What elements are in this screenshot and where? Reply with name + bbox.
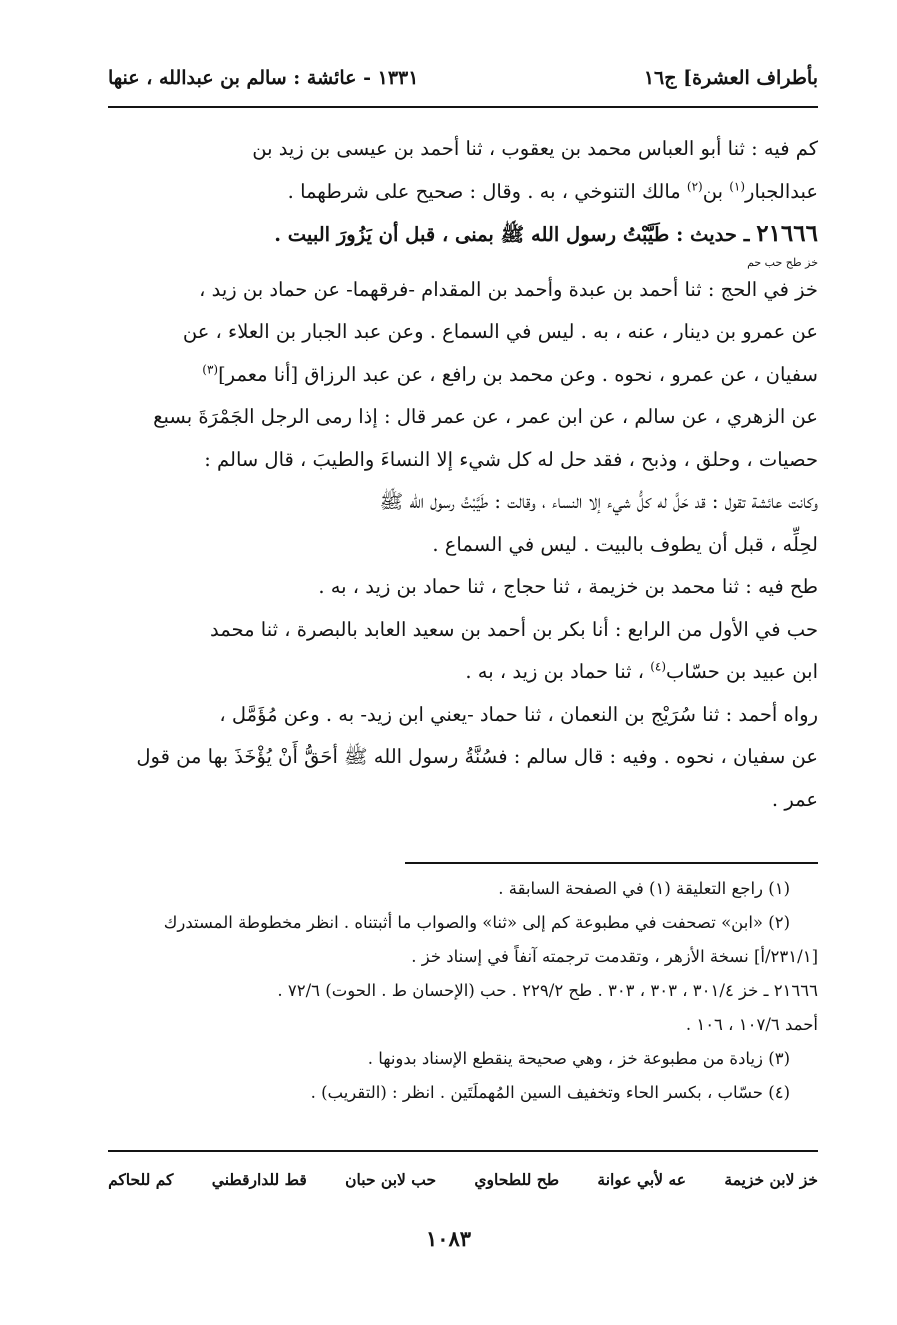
page-number: ١٠٨٣ [425, 1226, 472, 1251]
header-chapter-title: ١٣٣١ - عائشة : سالم بن عبدالله ، عنها [108, 67, 419, 89]
text-line: عبدالجبار [745, 179, 818, 203]
text-line: عن الزهري ، عن سالم ، عن ابن عمر ، عن عمر قال : إذا رمى الرجل الجَمْرَةَ بسبع [153, 405, 818, 428]
footnote-marker[interactable]: (٤) [650, 659, 667, 674]
text-line: حب في الأول من الرابع : أنا بكر بن أحمد بن سعيد العابد بالبصرة ، ثنا محمد [210, 617, 818, 641]
footnote-1: (١) راجع التعليقة (١) في الصفحة السابقة . [498, 879, 790, 898]
header-book-title: بأطراف العشرة] ج١٦ [643, 67, 818, 89]
text-line: وكانت عائشة تقول : قد حَلَّ له كلُّ شيء إلا النساء ، وقالت : طَيَّبْتُ رسول الله ﷺ [379, 490, 818, 513]
footnote-4: (٤) حسّاب ، بكسر الحاء وتخفيف السين المُهملَتَين . انظر : (التقريب) . [310, 1083, 790, 1102]
main-text [108, 128, 818, 821]
text-line: ، ثنا حماد بن زيد ، به . [465, 660, 651, 683]
text-line: عن عمرو بن دينار ، عنه ، به . ليس في السماع . وعن عبد الجبار بن العلاء ، عن [182, 320, 818, 343]
hadith-number: ٢١٦٦٦ [756, 220, 818, 247]
abbrev-item: خز لابن خزيمة [724, 1169, 818, 1189]
text-line: عمر . [771, 787, 818, 811]
footnote-3: (٣) زيادة من مطبوعة خز ، وهي صحيحة ينقطع الإسناد بدونها . [367, 1049, 790, 1068]
abbrev-item: حب لابن حبان [345, 1169, 437, 1189]
bottom-rule [108, 1150, 818, 1152]
hadith-title: ـ حديث : طَيَّبْتُ رسول الله ﷺ بمنى ، قبل أن يَزُورَ البيت . [274, 223, 757, 246]
running-header [108, 60, 818, 96]
reference-list: ٢١٦٦٦ ـ خز ٣٠١/٤ ، ٣٠٣ ، ٣٠٣ . طح ٢٢٩/٢ . حب (الإحسان ط . الحوت) ٧٢/٦ . [277, 981, 818, 1000]
abbrev-item: طح للطحاوي [474, 1169, 560, 1189]
text-line: خز في الحج : ثنا أحمد بن عبدة وأحمد بن المقدام -فرقهما- عن حماد بن زيد ، [199, 277, 818, 301]
text-line: لحِلِّه ، قبل أن يطوف بالبيت . ليس في السماع . [432, 532, 818, 556]
footnote-marker[interactable]: (٣) [202, 362, 219, 376]
paragraph-kam [108, 128, 818, 213]
paragraph-ahmad [108, 694, 818, 822]
footnotes [108, 872, 818, 1110]
hadith-heading [108, 213, 818, 257]
sigla-line: خز طح حب حم [747, 255, 818, 269]
text-line: كم فيه : ثنا أبو العباس محمد بن يعقوب ، ثنا أحمد بن عيسى بن زيد بن [252, 137, 818, 160]
abbreviations-key [108, 1162, 818, 1196]
text-line: حصيات ، وحلق ، وذبح ، فقد حل له كل شيء إلا النساءَ والطيبَ ، قال سالم : [204, 447, 818, 471]
reference-list-cont: أحمد ١٠٧/٦ ، ١٠٦ . [685, 1015, 818, 1034]
text-line: مالك التنوخي ، به . وقال : صحيح على شرطهما . [287, 179, 687, 203]
footnote-marker[interactable]: (١) [729, 179, 746, 193]
abbrev-item: عه لأبي عوانة [597, 1169, 687, 1189]
header-rule [108, 106, 818, 108]
footnote-2: (٢) «ابن» تصحفت في مطبوعة كم إلى «ثنا» والصواب ما أثبتناه . انظر مخطوطة المستدرك [163, 913, 790, 932]
text-line: سفيان ، عن عمرو ، نحوه . وعن محمد بن رافع ، عن عبد الرزاق [أنا معمر] [218, 362, 818, 386]
footnote-rule [405, 862, 818, 864]
paragraph-khuz [108, 269, 818, 567]
footnote-2-cont: [٢٣١/١/أ] نسخة الأزهر ، وتقدمت ترجمته آنفاً في إسناد خز . [411, 947, 818, 966]
text-line: رواه أحمد : ثنا سُرَيْج بن النعمان ، ثنا حماد -يعني ابن زيد- به . وعن مُؤَمَّل ، [219, 702, 818, 726]
paragraph-tah: طح فيه : ثنا محمد بن خزيمة ، ثنا حجاج ، ثنا حماد بن زيد ، به . [318, 575, 818, 598]
text-line: ابن عبيد بن حسّاب [666, 660, 818, 683]
text-line: بن [702, 179, 730, 203]
footnote-marker[interactable]: (٢) [686, 179, 703, 193]
abbrev-item: قط للدارقطني [211, 1169, 307, 1189]
paragraph-hib [108, 609, 818, 694]
text-line: عن سفيان ، نحوه . وفيه : قال سالم : فسُنَّةُ رسول الله ﷺ أحَقُّ أَنْ يُؤْخَذَ بها من قول [136, 745, 818, 768]
abbrev-item: كم للحاكم [108, 1169, 174, 1189]
